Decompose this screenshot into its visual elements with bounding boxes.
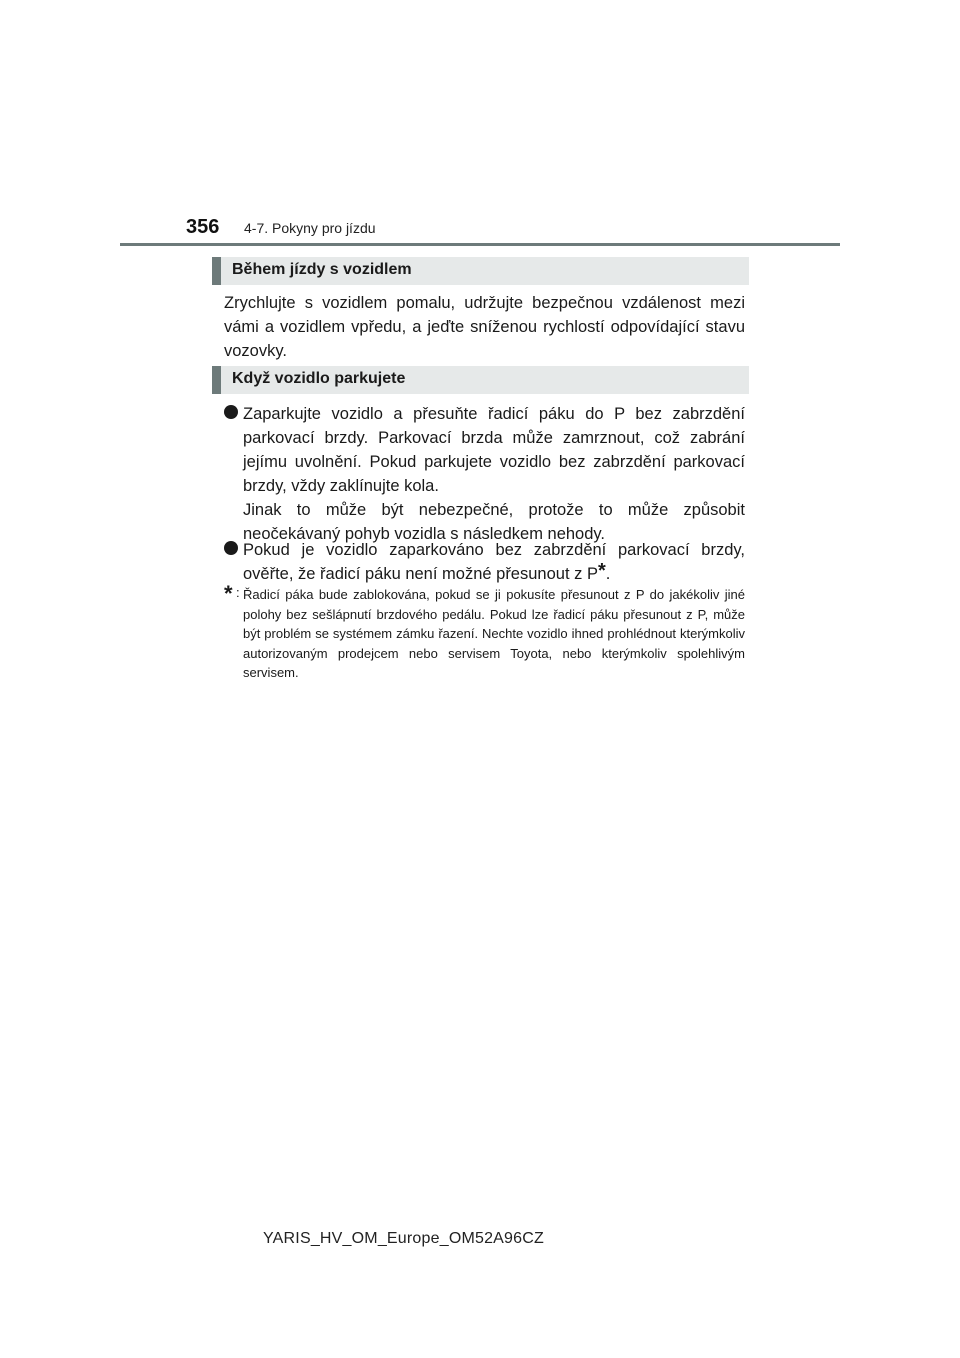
- bullet-line: Pokud je vozidlo zaparkováno bez zabrzdění parkovací brzdy, ověřte, že řadicí páku není možné přesunout z P: [243, 541, 745, 583]
- bullet-item: [224, 402, 745, 546]
- bullet-line: Zaparkujte vozidlo a přesuňte řadicí páku do P bez zabrzdění parkovací brzdy. Parkovací brzda může zamrznout, což zabrání jejímu uvolnění. Pokud parkujete vozidlo bez zabrzdění parkovací brzdy, vždy zaklínujte kola.: [243, 405, 745, 495]
- page-number: 356: [186, 216, 220, 238]
- bullet-text: [243, 402, 745, 546]
- bullet-dot-icon: [224, 541, 238, 555]
- footnote-colon: :: [236, 585, 240, 600]
- bullet-dot-icon: [224, 405, 238, 419]
- bullet-suffix: .: [605, 565, 611, 583]
- bullet-item: [224, 538, 745, 586]
- header-rule: [120, 243, 840, 246]
- section-heading-driving: [212, 257, 749, 285]
- bullet-text: [243, 538, 745, 586]
- footnote-reference: *: [597, 560, 606, 582]
- driving-paragraph: Zrychlujte s vozidlem pomalu, udržujte bezpečnou vzdálenost mezi vámi a vozidlem vpředu, a jeďte sníženou rychlostí odpovídající stavu vozovky.: [224, 294, 745, 360]
- section-heading-parking: [212, 366, 749, 394]
- section-title: Když vozidlo parkujete: [232, 370, 406, 387]
- footnote-asterisk: *: [224, 581, 233, 606]
- chapter-title: 4-7. Pokyny pro jízdu: [244, 220, 376, 236]
- bullet-line: Jinak to může být nebezpečné, protože to může způsobit neočekávaný pohyb vozidla s následkem nehody.: [243, 501, 745, 543]
- footnote-text: Řadicí páka bude zablokována, pokud se ji pokusíte přesunout z P do jakékoliv jiné polohy bez sešlápnutí brzdového pedálu. Pokud lze řadicí páku přesunout z P, může být problém se systémem zámku řazení. Nechte vozidlo ihned prohlédnout kterýmkoliv autorizovaným prodejcem nebo servisem Toyota, nebo kterýmkoliv spolehlivým servisem.: [243, 587, 745, 680]
- document-id: YARIS_HV_OM_Europe_OM52A96CZ: [263, 1230, 544, 1247]
- section-title: Během jízdy s vozidlem: [232, 261, 412, 278]
- footnote: [224, 581, 745, 683]
